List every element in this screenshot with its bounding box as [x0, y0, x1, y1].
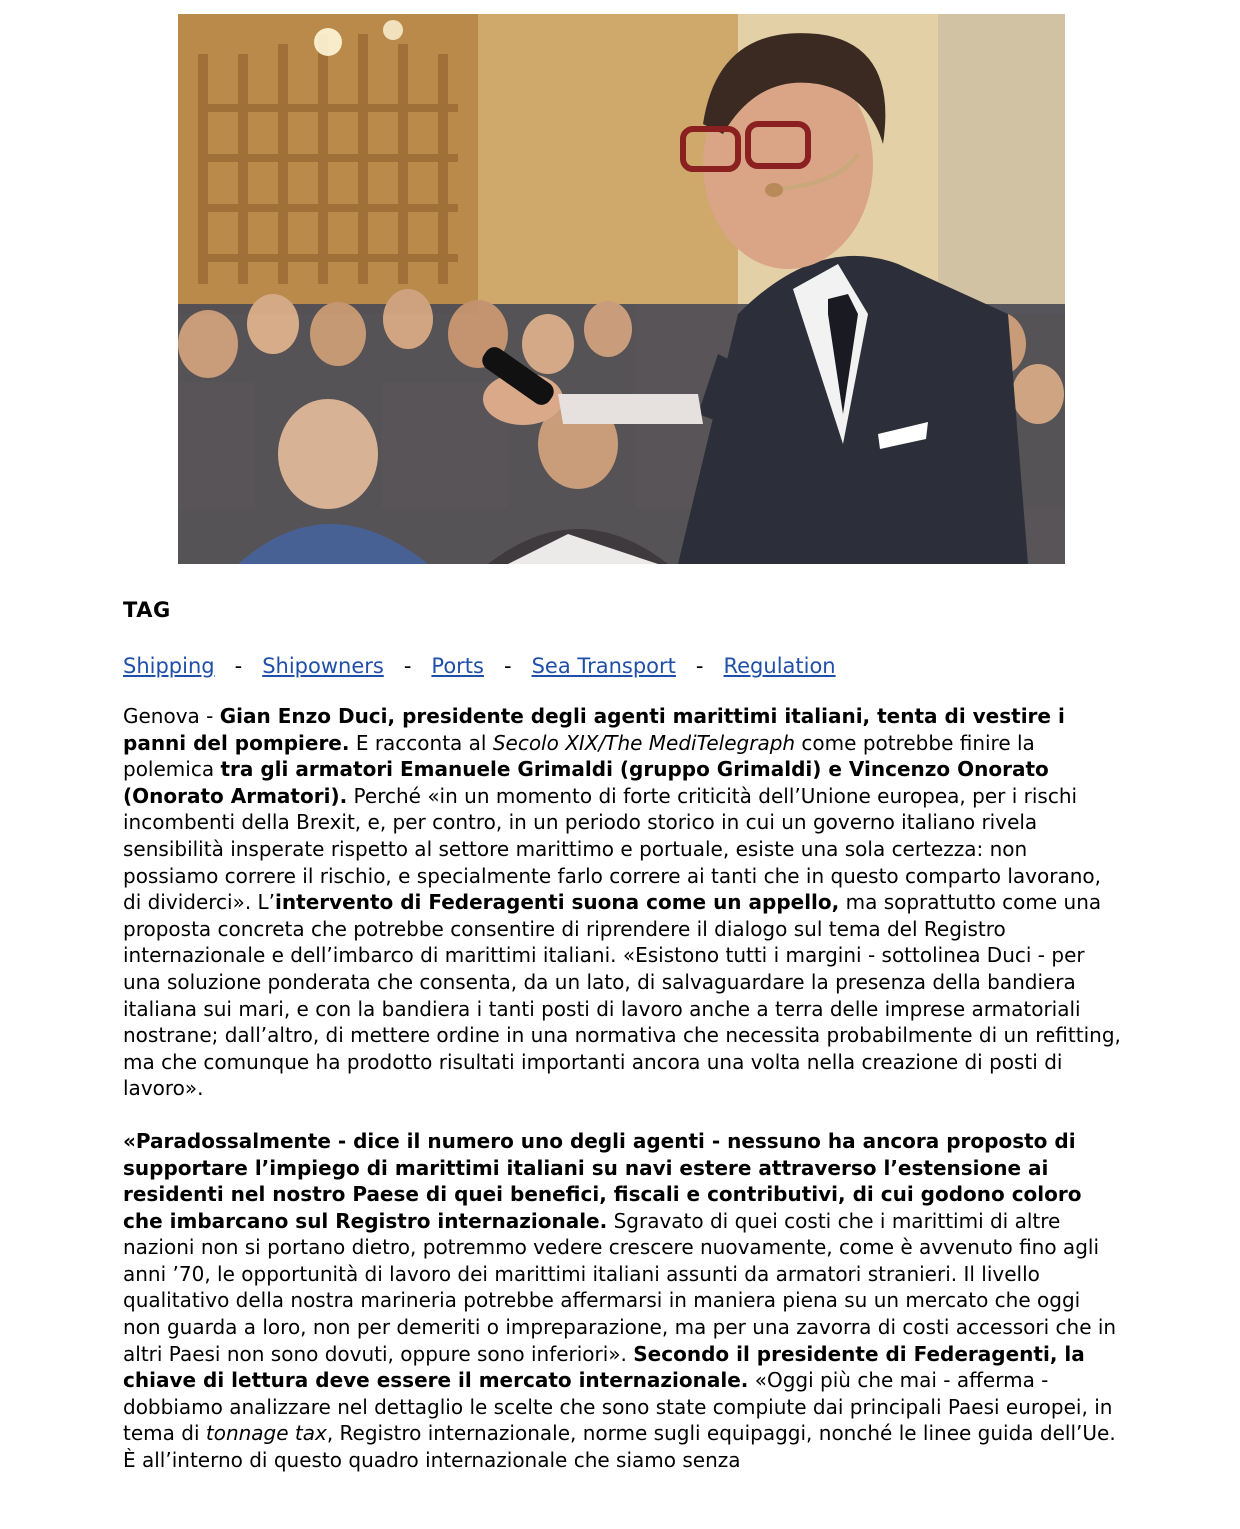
- tag-link-ports[interactable]: Ports: [431, 654, 484, 678]
- text-span: ma soprattutto come una proposta concreta che potrebbe consentire di riprendere il dialogo sul tema del Registro internazionale e dell’imbarco di marittimi italiani. «Esistono tutti i margini - sottolinea Duci - per una soluzione ponderata che consenta, da un lato, di salvaguardare la presenza della bandiera italiana sui mari, e con la bandiera i tanti posti di lavoro anche a terra delle imprese armatoriali nostrane; dall’altro, di mettere ordine in una normativa che necessita probabilmente di un refitting, ma che comunque ha prodotto risultati importanti ancora una volta nella creazione di posti di lavoro».: [123, 890, 1121, 1101]
- tag-separator: -: [403, 654, 412, 678]
- text-span: come potrebbe finire la polemica: [123, 730, 1035, 782]
- bold-span: intervento di Federagenti suona come un appello,: [275, 890, 840, 915]
- speaker-photo-illustration: [178, 14, 1065, 564]
- italic-span: Secolo XIX/The MediTelegraph: [492, 730, 796, 755]
- bold-span: Gian Enzo Duci, presidente degli agenti marittimi italiani, tenta di vestire i panni del pompiere.: [123, 704, 1065, 755]
- article-paragraph: [123, 703, 1123, 1102]
- tag-link-shipowners[interactable]: Shipowners: [262, 654, 384, 678]
- bold-span: Secondo il presidente di Federagenti, la chiave di lettura deve essere il mercato internazionale.: [123, 1341, 1085, 1393]
- tag-link-sea-transport[interactable]: Sea Transport: [531, 654, 676, 678]
- article-paragraph: [123, 1128, 1123, 1474]
- tag-link-shipping[interactable]: Shipping: [123, 654, 215, 678]
- tag-link-regulation[interactable]: Regulation: [723, 654, 836, 678]
- tag-separator: -: [695, 654, 704, 678]
- italic-span: tonnage tax: [205, 1421, 327, 1446]
- text-span: Perché «in un momento di forte criticità dell’Unione europea, per i rischi incombenti della Brexit, e, per contro, in un periodo storico in cui un governo italiano rivela sensibilità insperate rispetto al settore marittimo e portuale, esiste una sola certezza: non possiamo correre il rischio, e specialmente farlo correre ai tanti che in questo comparto lavorano, di dividerci». L’: [123, 783, 1101, 915]
- text-span: , Registro internazionale, norme sugli equipaggi, nonché le linee guida dell’Ue. È all’interno di questo quadro internazionale che siamo senza: [123, 1421, 1116, 1473]
- text-span: Sgravato di quei costi che i marittimi di altre nazioni non si portano dietro, potremmo vedere crescere nuovamente, come è avvenuto fino agli anni ’70, le opportunità di lavoro dei marittimi italiani assunti da armatori stranieri. Il livello qualitativo della nostra marineria potrebbe affermarsi in maniera piena su un mercato che oggi non guarda a loro, non per demeriti o impreparazione, ma per una zavorra di costi accessori che in altri Paesi non sono dovuti, oppure sono inferiori».: [123, 1208, 1117, 1366]
- text-span: E racconta al: [349, 730, 493, 755]
- tag-list: [123, 654, 836, 678]
- article-photo: [178, 14, 1065, 564]
- text-span: Genova -: [123, 704, 220, 728]
- tag-separator: -: [234, 654, 243, 678]
- tag-heading: TAG: [123, 598, 171, 622]
- bold-span: tra gli armatori Emanuele Grimaldi (gruppo Grimaldi) e Vincenzo Onorato (Onorato Armatori).: [123, 757, 1049, 808]
- text-span: «Oggi più che mai - afferma - dobbiamo analizzare nel dettaglio le scelte che sono state compiute dai principali Paesi europei, in tema di: [123, 1368, 1113, 1446]
- article-body: [123, 703, 1123, 1500]
- bold-span: «Paradossalmente - dice il numero uno degli agenti - nessuno ha ancora proposto di supportare l’impiego di marittimi italiani su navi estere attraverso l’estensione ai residenti nel nostro Paese di quei benefici, fiscali e contributivi, di cui godono coloro che imbarcano sul Registro internazionale.: [123, 1128, 1082, 1233]
- tag-separator: -: [503, 654, 512, 678]
